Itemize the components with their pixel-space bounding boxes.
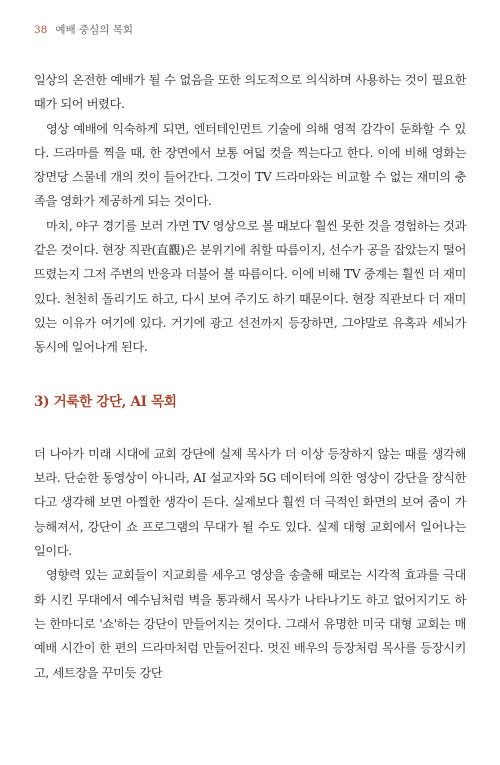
paragraph: 더 나아가 미래 시대에 교회 강단에 실제 목사가 더 이상 등장하지 않는 때를 생각해 보라. 단순한 동영상이 아니라, AI 설교자와 5G 데이터에 의한 영상이 강단을 장식한다고 생각해 보면 아찔한 생각이 든다. 실제보다 훨씬 더 극적인 화면의 보여 줌이 가능해져서, 강단이 쇼 프로그램의 무대가 될 수도 있다. 실제 대형 교회에서 일어나는 일이다. — [34, 446, 466, 559]
paragraph: 일상의 온전한 예배가 될 수 없음을 또한 의도적으로 의식하며 사용하는 것이 필요한 때가 되어 버렸다. — [34, 73, 466, 112]
paragraph: 영향력 있는 교회들이 지교회를 세우고 영상을 송출해 때로는 시각적 효과를 극대화 시킨 무대에서 예수님처럼 벽을 통과해서 목사가 나타나기도 하고 없어지기도 하는 한마디로 '쇼'하는 강단이 만들어지는 것이다. 그래서 유명한 미국 대형 교회는 매 예배 시간이 한 편의 드라마처럼 만들어진다. 멋진 배우의 등장처럼 목사를 등장시키고, 세트장을 꾸미듯 강단 — [34, 568, 466, 680]
running-title: 예배 중심의 목회 — [55, 24, 134, 36]
paragraph: 영상 예배에 익숙하게 되면, 엔터테인먼트 기술에 의해 영적 감각이 둔화할 수 있다. 드라마를 찍을 때, 한 장면에서 보통 여덟 컷을 찍는다고 한다. 이에 비해 영화는 장면당 스물네 개의 컷이 들어간다. 그것이 TV 드라마와는 비교할 수 없는 재미의 충족을 영화가 제공하게 되는 것이다. — [34, 121, 466, 209]
paragraph: 마치, 야구 경기를 보러 가면 TV 영상으로 볼 때보다 훨씬 못한 것을 경험하는 것과 같은 것이다. 현장 직관(直觀)은 분위기에 취할 따름이지, 선수가 공을 잡았는지 떨어뜨렸는지 그저 주변의 반응과 더불어 볼 따름이다. 이에 비해 TV 중계는 훨씬 더 재미있다. 천천히 돌리기도 하고, 다시 보여 주기도 하기 때문이다. 현장 직관보다 더 재미있는 이유가 여기에 있다. 거기에 광고 선전까지 등장하면, 그야말로 유혹과 세뇌가 동시에 일어나게 된다. — [34, 218, 466, 355]
section-heading: 3) 거룩한 강단, AI 목회 — [34, 393, 177, 410]
running-header — [34, 22, 133, 37]
body-text — [34, 68, 466, 685]
page-number: 38 — [34, 24, 48, 36]
